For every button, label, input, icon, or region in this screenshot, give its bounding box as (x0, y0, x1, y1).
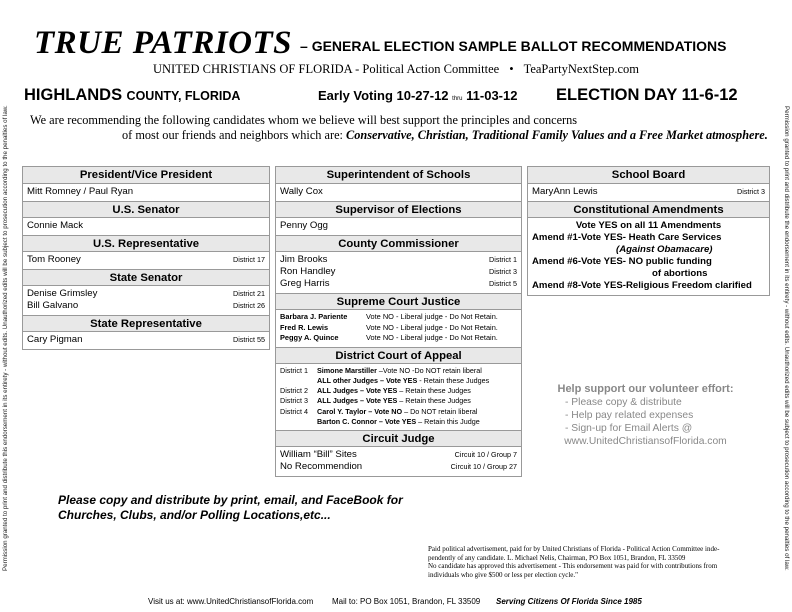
justice-name: Barbara J. Pariente (280, 312, 348, 321)
amendment-1: Amend #1-Vote YES- Heath Care Services (532, 232, 722, 243)
volunteer-item: - Sign-up for Email Alerts @ (565, 423, 693, 434)
district-label: District 3 (489, 267, 517, 276)
candidate-row (23, 288, 269, 300)
district-label: District 55 (233, 335, 265, 344)
amendment-8: Amend #8-Vote YES-Religious Freedom clarified (532, 280, 752, 291)
appeal-district: District 2 (280, 386, 308, 396)
appeal-judge: ALL Judges – Vote YES (317, 396, 398, 406)
volunteer-item: - Please copy & distribute (565, 397, 682, 408)
appeal-row (276, 376, 521, 386)
county-name: HIGHLANDS (24, 86, 123, 104)
amendment-1-note (532, 244, 765, 256)
appeal-row (276, 396, 521, 406)
candidate-row (276, 186, 521, 198)
amendment-6-note: of abortions (652, 268, 708, 279)
intro-line-1: We are recommending the following candidates whom we believe will best support the principles and concerns (30, 113, 578, 127)
county-label (24, 86, 240, 105)
candidate-row (23, 334, 269, 346)
justice-row (276, 333, 521, 344)
amendment-1-note-text: (Against Obamacare) (616, 244, 713, 255)
justice-name: Fred R. Lewis (280, 322, 329, 332)
footer-mail: Mail to: PO Box 1051, Brandon, FL 33509 (332, 597, 481, 606)
state-senator-entries (23, 286, 269, 315)
candidate-name: Cary Pigman (27, 334, 83, 345)
paid-ad-disclaimer (428, 545, 773, 579)
section-us-representative: U.S. Representative (23, 235, 269, 252)
org-site: TeaPartyNextStep.com (523, 62, 639, 76)
candidate-row (276, 266, 521, 278)
candidate-name: Wally Cox (280, 186, 323, 197)
justice-row (276, 323, 521, 334)
appeal-note: – Retain these Judges (397, 386, 471, 396)
section-supervisor-elections: Supervisor of Elections (276, 201, 521, 218)
appeal-judge: Barton C. Connor – Vote YES (317, 416, 417, 426)
candidate-name: Greg Harris (280, 278, 330, 289)
section-county-commissioner: County Commissioner (276, 235, 521, 252)
appeal-note: – Do NOT retain liberal (402, 406, 478, 416)
info-row (24, 86, 754, 108)
candidate-row (276, 220, 521, 232)
column-federal-state (22, 166, 270, 350)
president-entries (23, 184, 269, 201)
candidate-row (276, 461, 521, 473)
section-district-appeal: District Court of Appeal (276, 347, 521, 364)
section-state-senator: State Senator (23, 269, 269, 286)
supervisor-entries (276, 218, 521, 235)
state-rep-entries (23, 332, 269, 349)
early-voting (318, 88, 517, 103)
justice-name: Peggy A. Quince (280, 333, 339, 342)
footer (0, 597, 792, 609)
footer-serving: Serving Citizens Of Florida Since 1985 (496, 597, 642, 606)
section-us-senator: U.S. Senator (23, 201, 269, 218)
district-label: District 3 (737, 187, 765, 196)
appeal-judge: Simone Marstiller (317, 365, 377, 375)
district-label: District 1 (489, 255, 517, 264)
amendments-summary: Vote YES on all 11 Amendments (575, 220, 722, 231)
candidate-row (276, 278, 521, 290)
candidate-row (276, 449, 521, 461)
section-amendments: Constitutional Amendments (528, 201, 769, 218)
appeal-row (276, 386, 521, 396)
column-county-judicial (275, 166, 522, 477)
district-label: District 17 (233, 255, 265, 264)
appeal-district: District 4 (280, 406, 308, 416)
justice-row (276, 312, 521, 323)
appeal-note: – Retain this Judge (416, 416, 480, 426)
copy-note (58, 493, 403, 523)
right-permission-note: Permission granted to print and distribute the endorsement in its entirety - without edits. Unauthorized edits will be subject to prosecution according to the penalties of law. (783, 105, 790, 571)
candidate-name: Connie Mack (27, 220, 83, 231)
appeal-note: –Vote NO -Do NOT retain liberal (376, 365, 482, 375)
candidate-row (276, 254, 521, 266)
candidate-row (528, 186, 769, 198)
county-state: COUNTY, FLORIDA (126, 89, 241, 103)
section-supreme-court: Supreme Court Justice (276, 293, 521, 310)
appeal-judge: Carol Y. Taylor – Vote NO (317, 406, 403, 416)
representative-entries (23, 252, 269, 269)
appeal-note: – Retain these Judges (397, 396, 471, 406)
superintendent-entries (276, 184, 521, 201)
candidate-name: Mitt Romney / Paul Ryan (27, 186, 134, 197)
footer-visit-link[interactable]: Visit us at: www.UnitedChristiansofFlorida.com (148, 597, 314, 606)
bullet-separator: • (509, 62, 514, 76)
appeal-row (276, 366, 521, 376)
district-label: Circuit 10 / Group 27 (450, 462, 517, 472)
candidate-name: No Recommendion (280, 461, 363, 473)
early-voting-end: 11-03-12 (466, 88, 518, 103)
appeal-district: District 3 (280, 396, 308, 406)
candidate-row (23, 220, 269, 232)
commissioner-entries (276, 252, 521, 293)
candidate-name: Penny Ogg (280, 220, 329, 231)
appeal-row (276, 417, 521, 427)
appeal-district (280, 376, 317, 386)
volunteer-url[interactable]: www.UnitedChristiansofFlorida.com (564, 436, 727, 447)
volunteer-heading: Help support our volunteer effort: (557, 383, 734, 395)
candidate-name: Denise Grimsley (27, 288, 98, 299)
district-label: District 5 (489, 279, 517, 288)
disclaimer-line: pendently of any candidate. L. Michael Nelis, Chairman, PO Box 1051, Brandon, FL 33509 (428, 553, 686, 562)
section-superintendent: Superintendent of Schools (276, 167, 521, 184)
candidate-row (23, 186, 269, 198)
intro-plain: of most our friends and neighbors which are: (122, 128, 343, 142)
appeal-district (280, 417, 317, 427)
copy-note-line: Please copy and distribute by print, email, and FaceBook for (58, 493, 403, 507)
district-label: District 26 (233, 301, 265, 310)
appeal-district: District 1 (280, 365, 308, 375)
candidate-row (23, 300, 269, 312)
appeal-note: - Retain these Judges (417, 375, 490, 385)
org-line (0, 62, 792, 77)
candidate-name: MaryAnn Lewis (532, 186, 598, 197)
justice-vote: Vote NO - Liberal judge - Do Not Retain. (366, 322, 498, 332)
supreme-court-entries (276, 310, 521, 347)
justice-vote: Vote NO - Liberal judge - Do Not Retain. (366, 312, 498, 321)
district-label: Circuit 10 / Group 7 (454, 450, 517, 460)
candidate-name: William “Bill” Sites (280, 449, 357, 461)
candidate-row (23, 254, 269, 266)
election-day: ELECTION DAY 11-6-12 (556, 86, 738, 104)
early-voting-thru: thru (452, 96, 463, 102)
section-president: President/Vice President (23, 167, 269, 184)
left-permission-note: Permission granted to print and distribute this endorsement in its entirety - without edits. Unauthorized edits will be subject to prosecution according to the penalties of law. (2, 105, 9, 571)
senator-entries (23, 218, 269, 235)
school-board-entries (528, 184, 769, 201)
amendments-body (528, 218, 769, 295)
volunteer-item: - Help pay related expenses (565, 410, 694, 421)
early-voting-start: Early Voting 10-27-12 (318, 88, 449, 103)
section-state-representative: State Representative (23, 315, 269, 332)
candidate-name: Jim Brooks (280, 254, 328, 265)
volunteer-box (543, 382, 748, 448)
candidate-name: Ron Handley (280, 266, 336, 277)
main-title: TRUE PATRIOTS (34, 25, 293, 61)
intro-line-2 (122, 128, 768, 143)
candidate-name: Tom Rooney (27, 254, 81, 265)
disclaimer-line: Paid political advertisement, paid for by United Christians of Florida - Political Action Committee inde- (428, 545, 720, 553)
section-circuit-judge: Circuit Judge (276, 430, 521, 447)
appeal-entries (276, 364, 521, 431)
disclaimer-line: No candidate has approved this advertisement - This endorsement was paid for with contributions from (428, 562, 718, 571)
candidate-name: Bill Galvano (27, 300, 79, 311)
circuit-entries (276, 447, 521, 476)
amendment-6: Amend #6-Vote YES- NO public funding (532, 256, 712, 267)
ballot-subtitle: – GENERAL ELECTION SAMPLE BALLOT RECOMMENDATIONS (300, 38, 727, 54)
title-row (34, 24, 774, 60)
justice-vote: Vote NO - Liberal judge - Do Not Retain. (366, 333, 498, 342)
section-school-board: School Board (528, 167, 769, 184)
column-school-amendments (527, 166, 770, 296)
appeal-row (276, 407, 521, 417)
appeal-judge: ALL Judges – Vote YES (317, 386, 398, 396)
disclaimer-line: individuals who give $500 or less per election cycle." (428, 570, 579, 579)
appeal-judge: ALL other Judges – Vote YES (317, 375, 418, 385)
district-label: District 21 (233, 289, 265, 298)
copy-note-line: Churches, Clubs, and/or Polling Locations,etc... (58, 508, 331, 522)
org-name: UNITED CHRISTIANS OF FLORIDA - Political Action Committee (153, 62, 500, 76)
intro-emphasis: Conservative, Christian, Traditional Family Values and a Free Market atmosphere. (346, 128, 768, 142)
